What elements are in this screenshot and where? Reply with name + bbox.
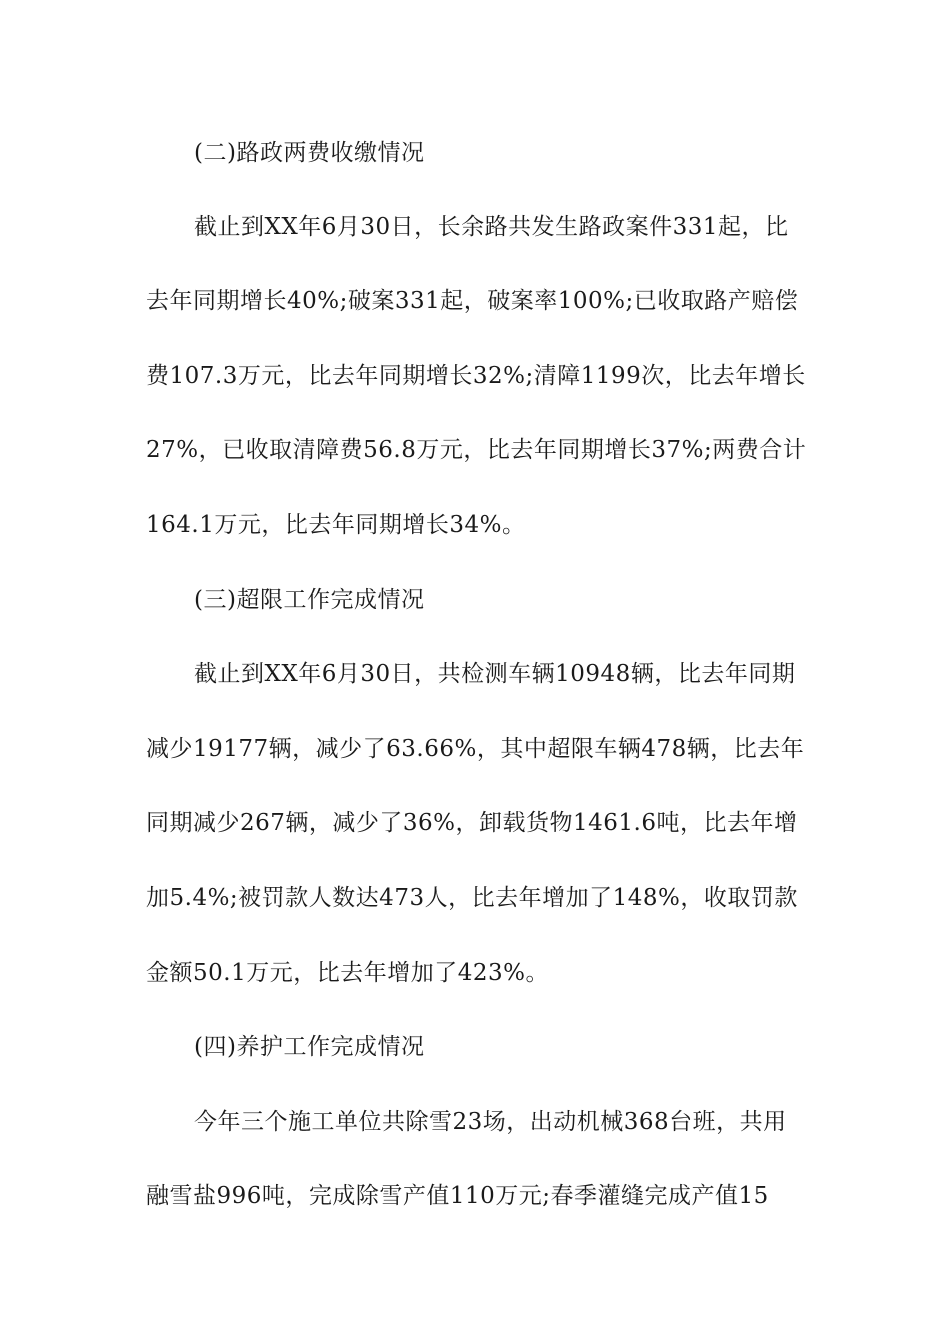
paragraph-line: 减少19177辆，减少了63.66%，其中超限车辆478辆，比去年	[146, 736, 805, 762]
paragraph-line: 今年三个施工单位共除雪23场，出动机械368台班，共用	[194, 1109, 787, 1135]
paragraph-line: 加5.4%;被罚款人数达473人，比去年增加了148%，收取罚款	[146, 885, 798, 911]
paragraph-line: 同期减少267辆，减少了36%，卸载货物1461.6吨，比去年增	[146, 810, 798, 836]
section-heading-overload: (三)超限工作完成情况	[194, 587, 425, 613]
paragraph-line: 金额50.1万元，比去年增加了423%。	[146, 960, 549, 986]
paragraph-line: 费107.3万元，比去年同期增长32%;清障1199次，比去年增长	[146, 363, 806, 389]
section-heading-maintenance: (四)养护工作完成情况	[194, 1034, 425, 1060]
paragraph-line: 截止到XX年6月30日，共检测车辆10948辆，比去年同期	[194, 661, 796, 687]
paragraph-line: 截止到XX年6月30日，长余路共发生路政案件331起，比	[194, 214, 789, 240]
paragraph-line: 去年同期增长40%;破案331起，破案率100%;已收取路产赔偿	[146, 288, 799, 314]
paragraph-line: 融雪盐996吨，完成除雪产值110万元;春季灌缝完成产值15	[146, 1183, 769, 1209]
paragraph-line: 164.1万元，比去年同期增长34%。	[146, 512, 526, 538]
paragraph-line: 27%，已收取清障费56.8万元，比去年同期增长37%;两费合计	[146, 437, 807, 463]
section-heading-road-fees: (二)路政两费收缴情况	[194, 140, 425, 166]
